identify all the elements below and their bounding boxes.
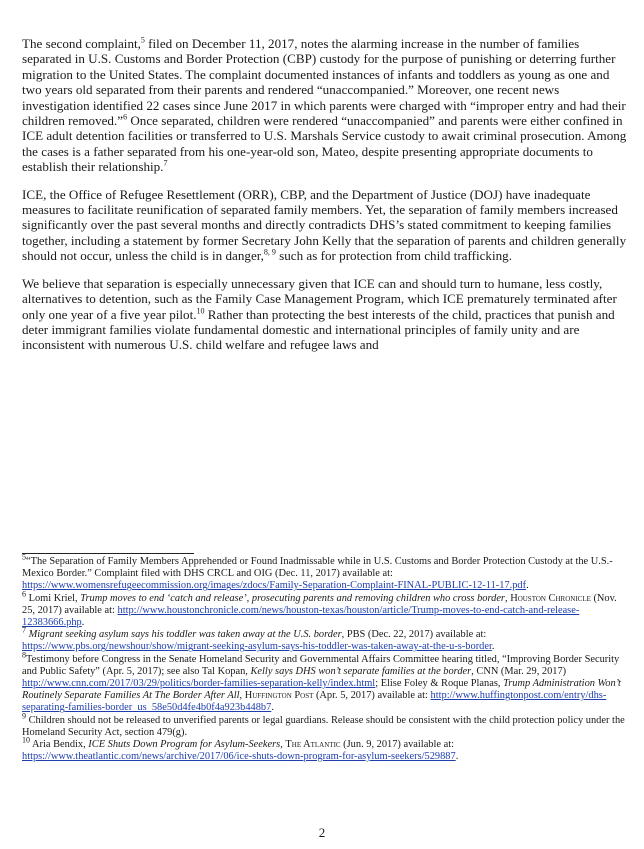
footnote-separator: , [280,739,286,751]
footnote-number: 9 [22,711,26,721]
footnote-6: $^6$ Lomi Kriel, Trump moves to end ‘catch and release’, prosecuting parents and removing children who cross border, Houston Chronicle (Nov. 25, 2017) available at: http://www.houstonchronicle.com/news/houston-texas/houston/article/Trump-moves-to-end-catch-and-release-12383666.php. [22,589,617,629]
page-number: 2 [318,825,326,840]
footnote-text: ; Elise Foley & Roque Planas, [375,678,504,690]
footnote-number: 7 [22,625,26,635]
footnote-ref-6[interactable]: 6 [123,112,128,122]
footnote-link[interactable]: https://www.pbs.org/newshour/show/migrant-seeking-asylum-says-his-toddler-was-taken-away-at-the-u-s-border [22,641,492,653]
footnote-number: 8 [22,650,26,660]
footnote-number: 10 [22,735,30,745]
footnote-link[interactable]: http://www.cnn.com/2017/03/29/politics/border-families-separation-kelly/index.html [22,678,376,690]
footnote-publication: The Atlantic [285,739,341,751]
footnote-text: “The Separation of Family Members Apprehended or Found Inadmissable while in U.S. Customs and Border Protection Custody at the U.S.-Mexico Border.” Complaint filed with DHS CRCL and OIG (Dec. 11, 2017) available at: [22,556,613,580]
paragraph-3 [22,276,628,353]
footnote-title: Trump moves to end ‘catch and release’, prosecuting parents and removing children who cross border [80,592,505,604]
footnote-5 [22,552,630,593]
p2-text-a: ICE, the Office of Refugee Resettlement (ORR), CBP, and the Department of Justice (DOJ) have inadequate measures to facilitate reunification of separated family members. Yet, the separation of family members increased significantly over the past several months and directly contradicts DHS’s stated commitment to keeping families together, including a statement by former Secretary John Kelly that the separation of parents and children generally should not occur, unless the child is in danger, [22,186,627,264]
paragraph-1 [22,36,628,175]
footnote-text: Testimony before Congress in the Senate Homeland Security and Governmental Affairs Committee hearing titled, “Improving Border Security and Public Safety” (Apr. 5, 2017); see also Tal Kopan, [22,653,620,677]
p1-text-c: Once separated, children were rendered “unaccompanied” and parents were either confined in ICE adult detention facilities or transferred to U.S. Marshals Service custody to await criminal prosecution. Among the cases is a father separated from his one-year-old son, Mateo, despite presenting appropriate documents to establish their relationship. [22,113,627,175]
footnotes-section [22,552,630,763]
footnote-divider [22,553,194,554]
p1-text-a: The second complaint, [22,36,141,51]
footnote-9 [22,711,630,739]
footnote-text: , CNN (Mar. 29, 2017) [471,665,567,677]
footnote-end: . [81,617,85,629]
p2-text-b: such as for protection from child trafficking. [275,248,512,264]
footnote-number: 6 [22,589,26,599]
p1-text-b: filed on December 11, 2017, notes the alarming increase in the number of families separated in U.S. Customs and Border Protection (CBP) custody for the purpose of punishing or deterring further migration to the United States. The complaint documented instances of infants and toddlers as young as one and two years old separated from their parents and rendered “unaccompanied.” Moreover, one recent news investigation identified 22 cases since June 2017 in which parents were charged with “improper entry and had their children removed.” [22,36,626,129]
footnote-date: (Nov. 25, 2017) available at: [22,592,617,616]
footnote-ref-7[interactable]: 7 [163,158,168,168]
footnote-date: (Apr. 5, 2017) available at: [313,690,431,702]
footnote-end: . [455,751,459,763]
footnote-end: . [526,580,529,592]
footnote-publication: Huffington Post [244,690,314,702]
footnote-number: 5 [22,552,26,562]
footnote-link[interactable]: https://www.womensrefugeecommission.org/images/zdocs/Family-Separation-Complaint-FINAL-PUBLIC-12-11-17.pdf [22,580,527,592]
body-text [22,36,628,365]
footnote-publication: , PBS (Dec. 22, 2017) available at: [341,629,487,641]
footnote-title: Trump Administration Won’t Routinely Separate Families At The Border After All [22,678,621,702]
footnote-title: Migrant seeking asylum says his toddler was taken away at the U.S. border [26,629,342,641]
footnote-7 [22,625,630,653]
footnote-link[interactable]: https://www.theatlantic.com/news/archive/2017/06/ice-shuts-down-program-for-asylum-seekers/529887 [22,751,456,763]
footnote-link[interactable]: http://www.huffingtonpost.com/entry/dhs-separating-families-border_us_58e50d4fe4b0f4a923b448b7 [22,690,607,714]
footnote-text: Children should not be released to unverified parents or legal guardians. Release should be consistent with the child protection policy under the Homeland Security Act, section 479(g). [22,714,625,738]
footnote-ref-5[interactable]: 5 [140,35,145,45]
footnote-author: Aria Bendix, [30,739,89,751]
footnote-8 [22,650,630,715]
footnote-publication: Houston Chronicle [510,592,591,604]
footnote-author: Lomi Kriel, [26,592,81,604]
p3-text-a: We believe that separation is especially unnecessary given that ICE can and should turn to humane, less costly, alternatives to detention, such as the Family Case Management Program, which ICE prematurely terminated after only one year of a five year pilot. [22,275,617,322]
footnote-date: (Jun. 9, 2017) available at: [340,739,454,751]
footnote-ref-10[interactable]: 10 [196,306,205,316]
footnote-end: . [491,641,495,653]
footnote-title: Kelly says DHS won’t separate families at the border [250,665,472,677]
footnote-end: . [271,702,274,714]
footnote-ref-8-9[interactable]: 8, 9 [263,247,276,257]
footnote-title: ICE Shuts Down Program for Asylum-Seekers [88,739,281,751]
footnote-text: , [239,690,245,702]
footnote-link[interactable]: http://www.houstonchronicle.com/news/houston-texas/houston/article/Trump-moves-to-end-catch-and-release-12383666.php [22,604,580,629]
p3-text-b: Rather than protecting the best interests of the child, practices that punish and deter immigrant families violate fundamental domestic and international principles of family unity and are inconsistent with numerous U.S. child welfare and refugee laws and [22,306,615,353]
footnote-10 [22,735,630,763]
paragraph-2 [22,187,628,264]
